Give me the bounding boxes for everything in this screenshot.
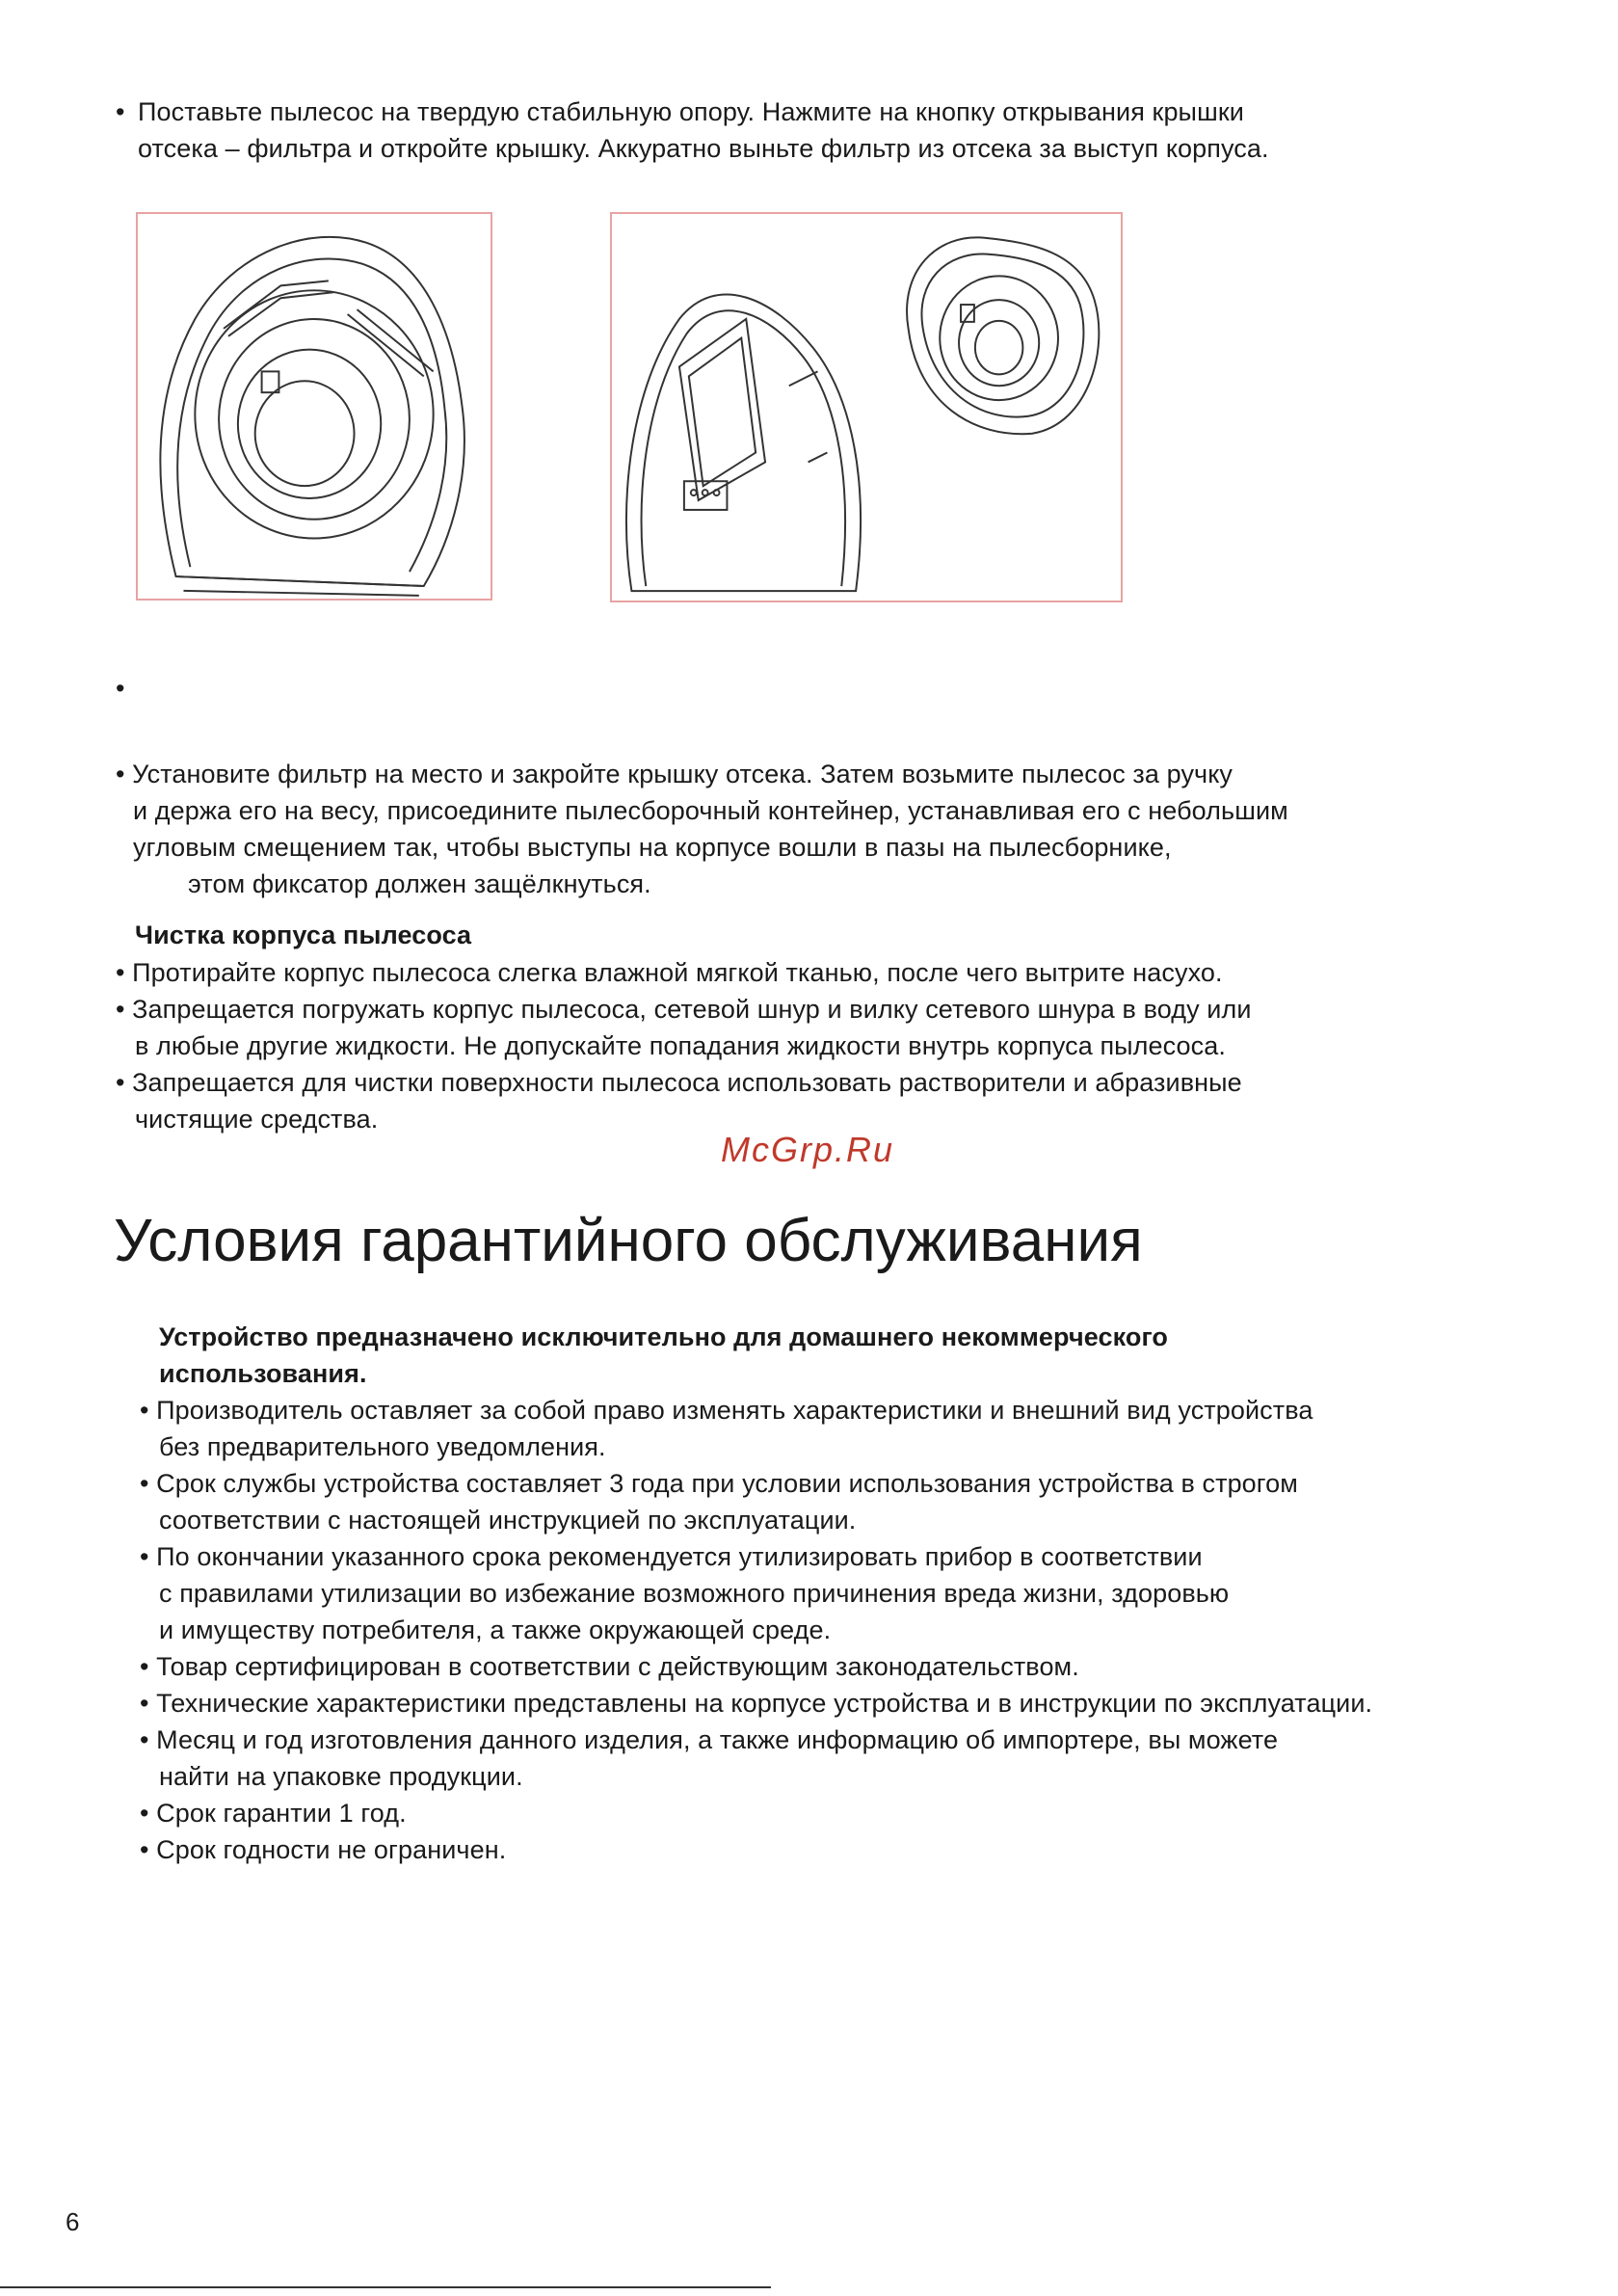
warranty-line-2: без предварительного уведомления. <box>159 1432 606 1461</box>
figure-filter-removed <box>610 212 1123 602</box>
warranty-line-8: • Товар сертифицирован в соответствии с действующим законодательством. <box>140 1652 1079 1681</box>
page-number: 6 <box>66 2207 80 2236</box>
cleaning-line-3: в любые другие жидкости. Не допускайте попадания жидкости внутрь корпуса пылесоса. <box>135 1031 1226 1060</box>
warranty-line-7: и имуществу потребителя, а также окружающей среде. <box>159 1615 832 1644</box>
watermark: McGrp.Ru <box>721 1130 895 1169</box>
install-line-2: и держа его на весу, присоедините пылесборочный контейнер, устанавливая его с небольшим <box>133 796 1288 825</box>
intro-line-1: Поставьте пылесос на твердую стабильную опору. Нажмите на кнопку открывания крышки <box>138 97 1244 126</box>
cleaning-line-2: • Запрещается погружать корпус пылесоса, сетевой шнур и вилку сетевого шнура в воду или <box>116 995 1252 1024</box>
footer-rule <box>0 2286 771 2288</box>
warranty-line-9: • Технические характеристики представлены на корпусе устройства и в инструкции по эксплуатации. <box>140 1689 1373 1718</box>
warranty-line-6: с правилами утилизации во избежание возможного причинения вреда жизни, здоровью <box>159 1579 1230 1608</box>
figure-filter-compartment <box>136 212 492 601</box>
cleaning-line-5: чистящие средства. <box>135 1105 379 1134</box>
warranty-line-4: соответствии с настоящей инструкцией по эксплуатации. <box>159 1506 857 1535</box>
cleaning-title: Чистка корпуса пылесоса <box>135 921 472 949</box>
intro-bullet: • <box>116 97 125 126</box>
cleaning-line-1: • Протирайте корпус пылесоса слегка влажной мягкой тканью, после чего вытрите насухо. <box>116 958 1223 987</box>
warranty-intro-line-2: использования. <box>159 1359 367 1388</box>
warranty-intro-line-1: Устройство предназначено исключительно для домашнего некоммерческого <box>159 1322 1169 1351</box>
warranty-line-1: • Производитель оставляет за собой право изменять характеристики и внешний вид устройства <box>140 1396 1313 1425</box>
warranty-line-12: • Срок гарантии 1 год. <box>140 1799 407 1828</box>
vacuum-front-illustration <box>138 214 491 599</box>
warranty-line-3: • Срок службы устройства составляет 3 года при условии использования устройства в строгом <box>140 1469 1298 1498</box>
install-line-4: этом фиксатор должен защёлкнуться. <box>188 869 651 898</box>
empty-bullet: • <box>116 674 125 703</box>
warranty-heading: Условия гарантийного обслуживания <box>114 1208 1143 1274</box>
install-line-1: • Установите фильтр на место и закройте крышку отсека. Затем возьмите пылесос за ручку <box>116 760 1233 788</box>
vacuum-open-illustration <box>612 214 1121 601</box>
cleaning-line-4: • Запрещается для чистки поверхности пылесоса использовать растворители и абразивные <box>116 1068 1242 1097</box>
warranty-line-10: • Месяц и год изготовления данного изделия, а также информацию об импортере, вы можете <box>140 1725 1279 1754</box>
intro-line-2: отсека – фильтра и откройте крышку. Аккуратно выньте фильтр из отсека за выступ корпуса. <box>138 134 1269 163</box>
warranty-line-13: • Срок годности не ограничен. <box>140 1835 507 1864</box>
warranty-line-5: • По окончании указанного срока рекомендуется утилизировать прибор в соответствии <box>140 1542 1203 1571</box>
install-line-3: угловым смещением так, чтобы выступы на корпусе вошли в пазы на пылесборнике, <box>133 833 1172 862</box>
warranty-line-11: найти на упаковке продукции. <box>159 1762 523 1791</box>
